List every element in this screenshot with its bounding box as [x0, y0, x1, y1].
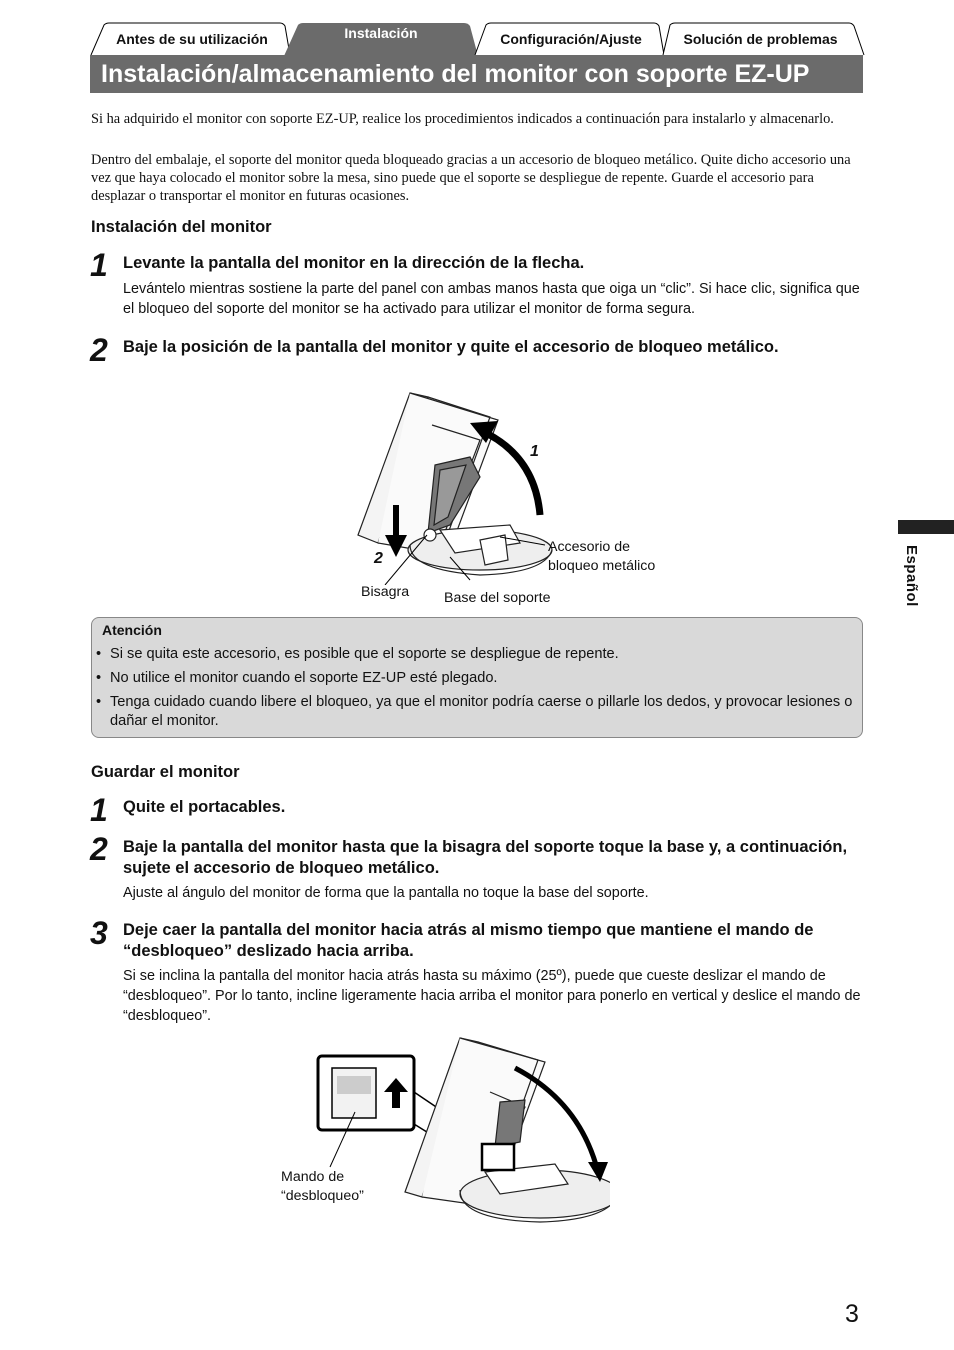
store-step-2-body: Ajuste al ángulo del monitor de forma que la pantalla no toque la base del soporte.: [123, 885, 649, 901]
tab-configuracion[interactable]: Configuración/Ajuste: [474, 22, 664, 55]
store-step-3-number: 3: [90, 915, 108, 951]
install-step-1-number: 1: [90, 247, 108, 283]
attention-box: [91, 617, 863, 738]
install-step-1-title: Levante la pantalla del monitor en la dirección de la flecha.: [123, 254, 585, 272]
base-label: Base del soporte: [444, 590, 551, 606]
store-step-3-body: Si se inclina la pantalla del monitor hacia atrás hasta su máximo (25º), puede que cueste deslizar el mando de “desbloqueo”. Por lo tanto, incline ligeramente hacia arriba el monitor para ponerlo en vertical y deslice el mando de “desbloqueo”.: [123, 968, 861, 1024]
lever-label: Mando de “desbloqueo”: [281, 1169, 364, 1204]
language-marker: [898, 520, 954, 534]
store-step-2-title: Baje la pantalla del monitor hasta que la bisagra del soporte toque la base y, a continuación, sujete el accesorio de bloqueo metálico.: [123, 838, 848, 877]
attention-item: • No utilice el monitor cuando el soporte EZ-UP esté plegado.: [96, 670, 498, 686]
install-step-1-body: Levántelo mientras sostiene la parte del panel con ambas manos hasta que oiga un “clic”. Si hace clic, significa que el bloqueo del soporte del monitor se ha activado para utilizar el monitor de forma segura.: [123, 281, 860, 317]
page-number: 3: [845, 1300, 859, 1328]
attention-item: • Si se quita este accesorio, es posible que el soporte se despliegue de repente.: [96, 646, 619, 662]
attention-title: Atención: [102, 622, 162, 638]
install-heading: Instalación del monitor: [91, 218, 272, 236]
hinge-label: Bisagra: [361, 584, 410, 600]
attention-item: • Tenga cuidado cuando libere el bloqueo, ya que el monitor podría caerse o pillarle los dedos, y provocar lesiones o dañar el monitor.: [96, 694, 853, 729]
store-heading: Guardar el monitor: [91, 763, 240, 781]
section-tabs: [90, 22, 865, 56]
tab-solucion[interactable]: Solución de problemas: [662, 22, 865, 55]
figure-arrow-2-label: 2: [374, 550, 383, 567]
tab-instalacion[interactable]: Instalación: [284, 22, 478, 55]
tab-antes[interactable]: Antes de su utilización: [90, 22, 290, 55]
accessory-label: Accesorio de bloqueo metálico: [548, 539, 656, 574]
page-title: Instalación/almacenamiento del monitor con soporte EZ-UP: [90, 55, 863, 93]
install-step-2-number: 2: [90, 332, 108, 368]
bullet: •: [96, 694, 102, 710]
store-step-3-title: Deje caer la pantalla del monitor hacia atrás al mismo tiempo que mantiene el mando de “desbloqueo” deslizado hacia arriba.: [123, 921, 814, 960]
bullet: •: [96, 646, 102, 662]
language-label: Español: [903, 545, 920, 607]
bullet: •: [96, 670, 102, 686]
install-step-2-title: Baje la posición de la pantalla del monitor y quite el accesorio de bloqueo metálico.: [123, 338, 779, 356]
intro-paragraph-1: Si ha adquirido el monitor con soporte EZ-UP, realice los procedimientos indicados a continuación para instalarlo y almacenarlo.: [91, 111, 834, 127]
intro-paragraph-2: Dentro del embalaje, el soporte del monitor queda bloqueado gracias a un accesorio de bloqueo metálico. Quite dicho accesorio una vez que haya colocado el monitor sobre la mesa, sino puede que el soporte se despliegue de repente. Guarde el accesorio para desplazar o transportar el monitor en futuras ocasiones.: [91, 152, 851, 204]
figure-arrow-1-label: 1: [530, 443, 539, 460]
store-step-1-number: 1: [90, 792, 108, 828]
store-step-2-number: 2: [90, 831, 108, 867]
store-step-1-title: Quite el portacables.: [123, 798, 286, 816]
